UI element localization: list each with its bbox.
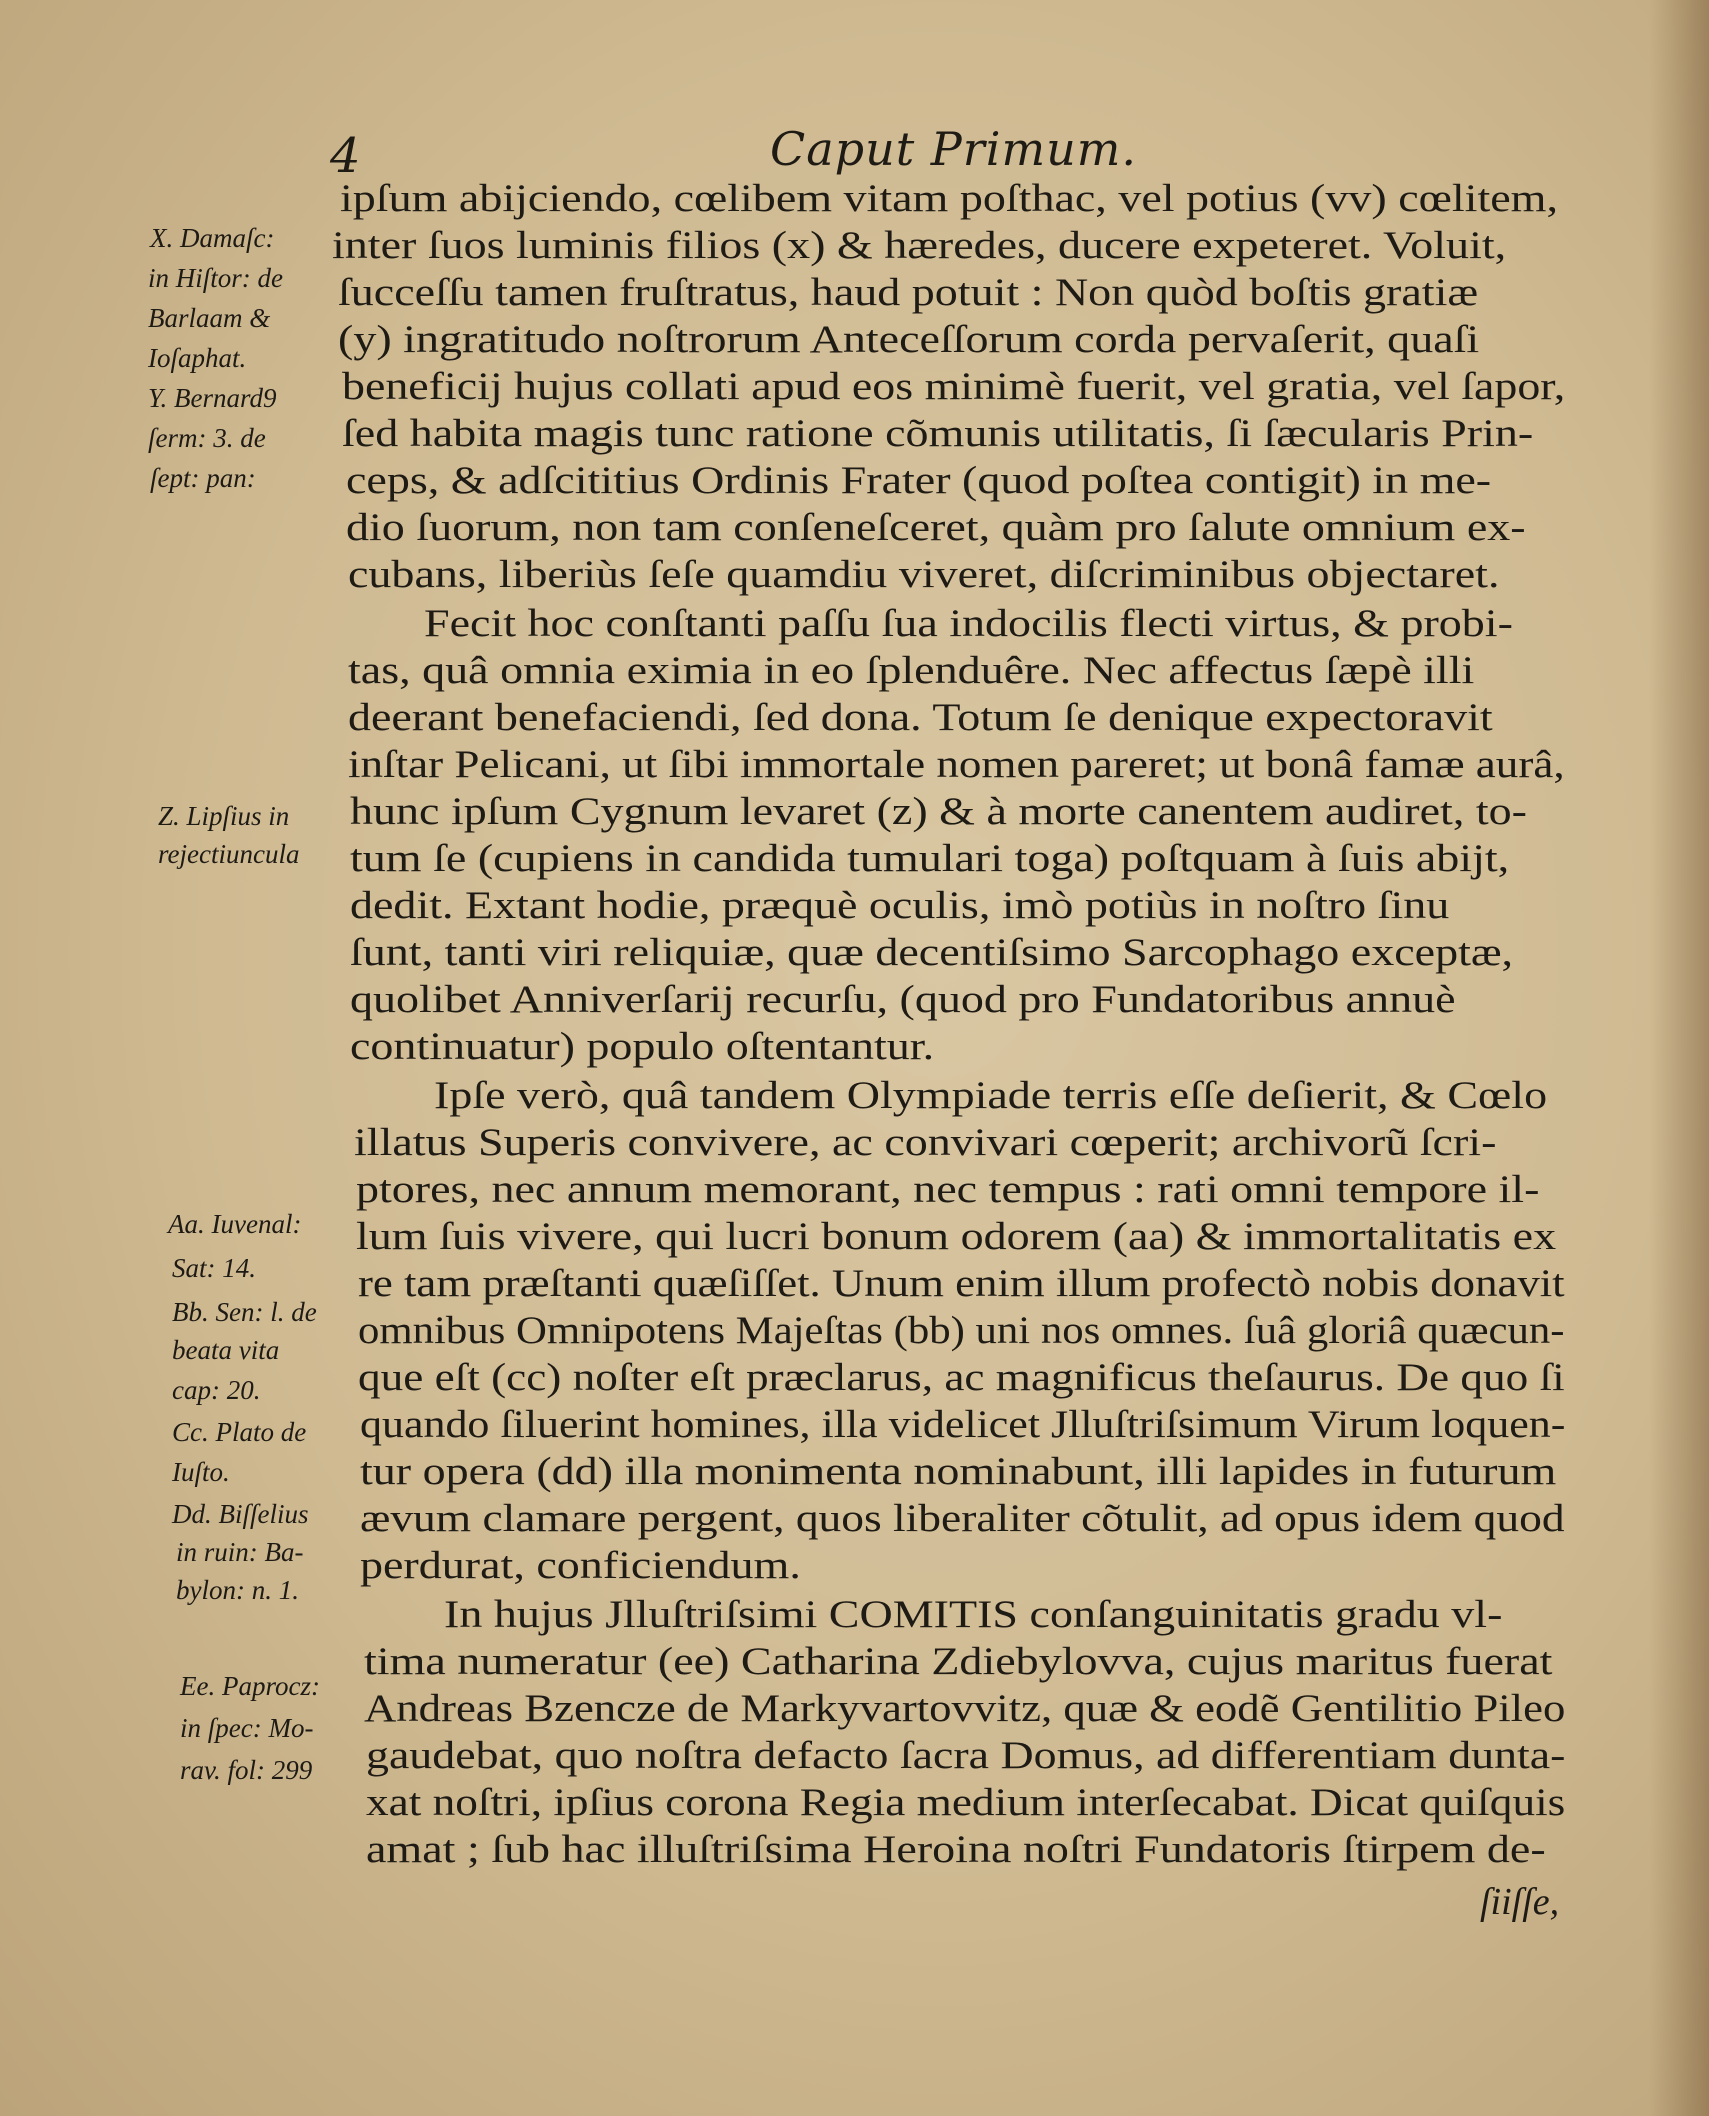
page-number: 4	[330, 128, 361, 184]
margin-note: in ruin: Ba-	[176, 1537, 304, 1567]
page-header	[0, 110, 1709, 184]
margin-note: Iuſto.	[172, 1457, 230, 1487]
margin-note: rav. fol: 299	[180, 1755, 313, 1785]
text-line: tima numeratur (ee) Catharina Zdiebylovva, cujus maritus fuerat	[364, 1640, 1553, 1683]
margin-note: rejectiuncula	[158, 839, 300, 869]
margin-note: Ioſaphat.	[148, 343, 247, 373]
text-line: ſed habita magis tunc ratione cõmunis utilitatis, ſi ſæcularis Prin-	[342, 412, 1534, 455]
text-line: tas, quâ omnia eximia in eo ſplenduêre. Nec affectus ſæpè illi	[348, 649, 1475, 692]
text-line: tur opera (dd) illa monimenta nominabunt, illi lapides in futurum	[360, 1450, 1557, 1493]
text-line: tum ſe (cupiens in candida tumulari toga) poſtquam à ſuis abijt,	[350, 837, 1510, 880]
text-line: ptores, nec annum memorant, nec tempus : rati omni tempore il-	[356, 1168, 1540, 1211]
text-line: quando ſiluerint homines, illa videlicet Jlluſtriſsimum Virum loquen-	[360, 1403, 1566, 1446]
margin-note: Aa. Iuvenal:	[168, 1209, 302, 1239]
text-line: lum ſuis vivere, qui lucri bonum odorem (aa) & immortalitatis ex	[356, 1215, 1557, 1258]
text-line: ceps, & adſcititius Ordinis Frater (quod poſtea contigit) in me-	[346, 459, 1492, 502]
text-line: inter ſuos luminis filios (x) & hæredes, ducere expeteret. Voluit,	[332, 224, 1507, 267]
margin-note: Ee. Paprocz:	[180, 1671, 320, 1701]
margin-note: Sat: 14.	[172, 1253, 256, 1283]
margin-note: beata vita	[172, 1335, 280, 1365]
text-line: illatus Superis convivere, ac convivari cœperit; archivorũ ſcri-	[354, 1121, 1497, 1164]
margin-note: Z. Lipſius in	[158, 801, 290, 831]
margin-note: Barlaam &	[148, 303, 271, 333]
text-line: continuatur) populo oſtentantur.	[350, 1025, 935, 1068]
margin-note: bylon: n. 1.	[176, 1575, 299, 1605]
margin-note: Cc. Plato de	[172, 1417, 307, 1447]
text-line: dedit. Extant hodie, præquè oculis, imò potiùs in noſtro ſinu	[350, 884, 1450, 927]
running-title: Caput Primum.	[770, 122, 1137, 176]
margin-note: Dd. Biſſelius	[172, 1499, 309, 1529]
text-line: ſunt, tanti viri reliquiæ, quæ decentiſsimo Sarcophago exceptæ,	[350, 931, 1514, 974]
margin-note: Bb. Sen: l. de	[172, 1297, 317, 1327]
text-line: gaudebat, quo noſtra defacto ſacra Domus, ad differentiam dunta-	[366, 1734, 1566, 1777]
catchword: ſiiſſe,	[1480, 1881, 1560, 1923]
text-line: Fecit hoc conſtanti paſſu ſua indocilis flecti virtus, & probi-	[424, 602, 1513, 645]
text-line: re tam præſtanti quæſiſſet. Unum enim illum profectò nobis donavit	[358, 1262, 1565, 1305]
text-line: inſtar Pelicani, ut ſibi immortale nomen pareret; ut bonâ famæ aurâ,	[348, 743, 1565, 786]
text-line: In hujus Jlluſtriſsimi COMITIS conſanguinitatis gradu vl-	[444, 1593, 1503, 1636]
text-line: hunc ipſum Cygnum levaret (z) & à morte canentem audiret, to-	[350, 790, 1527, 833]
text-line: ſucceſſu tamen fruſtratus, haud potuit : Non quòd boſtis gratiæ	[338, 271, 1479, 314]
margin-note: in ſpec: Mo-	[180, 1713, 314, 1743]
margin-note: Y. Bernard9	[148, 383, 277, 413]
text-line: (y) ingratitudo noſtrorum Anteceſſorum corda pervaſerit, quaſi	[338, 318, 1480, 361]
text-line: Andreas Bzencze de Markyvartovvitz, quæ & eodẽ Gentilitio Pileo	[364, 1687, 1566, 1730]
margin-note: X. Damaſc:	[150, 223, 275, 253]
text-line: quolibet Anniverſarij recurſu, (quod pro Fundatoribus annuè	[350, 978, 1456, 1021]
margin-notes	[0, 222, 360, 1785]
text-line: que eſt (cc) noſter eſt præclarus, ac magnificus theſaurus. De quo ſi	[358, 1356, 1565, 1399]
text-line: beneficij hujus collati apud eos minimè fuerit, vel gratia, vel ſapor,	[342, 365, 1566, 408]
margin-note: in Hiſtor: de	[148, 263, 283, 293]
text-line: Ipſe verò, quâ tandem Olympiade terris eſſe deſierit, & Cœlo	[434, 1074, 1548, 1117]
text-line: ævum clamare pergent, quos liberaliter cõtulit, ad opus idem quod	[360, 1497, 1565, 1540]
margin-note: cap: 20.	[172, 1375, 261, 1405]
text-line: dio ſuorum, non tam conſeneſceret, quàm pro ſalute omnium ex-	[346, 506, 1526, 549]
text-line: ipſum abijciendo, cœlibem vitam poſthac, vel potius (vv) cœlitem,	[340, 177, 1558, 220]
text-line: xat noſtri, ipſius corona Regia medium interſecabat. Dicat quiſquis	[366, 1781, 1566, 1824]
text-line: perdurat, conficiendum.	[360, 1544, 801, 1587]
text-line: cubans, liberiùs ſeſe quamdiu viveret, diſcriminibus objectaret.	[348, 553, 1500, 596]
margin-note: ſerm: 3. de	[148, 423, 266, 453]
text-line: amat ; ſub hac illuſtriſsima Heroina noſtri Fundatoris ſtirpem de-	[366, 1828, 1546, 1871]
text-line: deerant benefaciendi, ſed dona. Totum ſe denique expectoravit	[348, 696, 1493, 739]
text-line: omnibus Omnipotens Majeſtas (bb) uni nos omnes. ſuâ gloriâ quæcun-	[358, 1309, 1565, 1352]
margin-note: ſept: pan:	[150, 463, 256, 493]
